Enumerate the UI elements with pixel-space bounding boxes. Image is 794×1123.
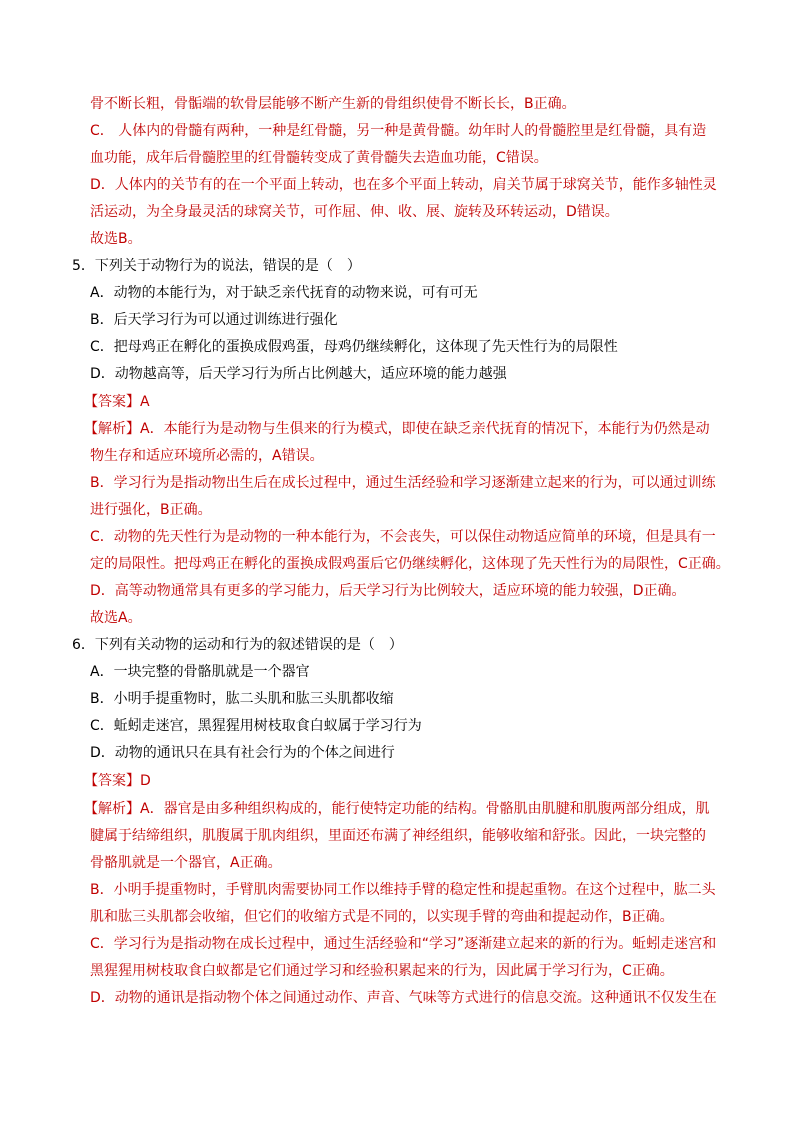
analysis-line: 骨骼肌就是一个器官，A正确。 xyxy=(90,855,282,871)
analysis-line: C．学习行为是指动物在成长过程中，通过生活经验和“学习”逐渐建立起来的新的行为。蚯蚓走迷宫和 xyxy=(90,936,717,952)
prev-analysis-line: 活运动，为全身最灵活的球窝关节，可作屈、伸、收、展、旋转及环转运动，D错误。 xyxy=(90,204,619,220)
question-stem: 5．下列关于动物行为的说法，错误的是（ ） xyxy=(72,258,361,274)
analysis-line: D．动物的通讯是指动物个体之间通过动作、声音、气味等方式进行的信息交流。这种通讯不仅发生在 xyxy=(90,990,717,1006)
analysis-line: 物生存和适应环境所必需的，A错误。 xyxy=(90,448,324,464)
answer: 【答案】A xyxy=(84,394,150,410)
analysis-line: B．小明手提重物时，手臂肌肉需要协同工作以维持手臂的稳定性和提起重物。在这个过程中，肱二头 xyxy=(90,882,716,898)
analysis-line: 【解析】A．本能行为是动物与生俱来的行为模式，即使在缺乏亲代抚育的情况下，本能行为仍然是动 xyxy=(84,421,710,437)
option-a: A．动物的本能行为，对于缺乏亲代抚育的动物来说，可有可无 xyxy=(90,285,478,301)
option-c: C．蚯蚓走迷宫，黑猩猩用树枝取食白蚁属于学习行为 xyxy=(90,718,422,734)
analysis-line: C．动物的先天性行为是动物的一种本能行为，不会丧失，可以保住动物适应简单的环境，但是具有一 xyxy=(90,529,716,545)
analysis-line: 黑猩猩用树枝取食白蚁都是它们通过学习和经验积累起来的行为，因此属于学习行为，C正确。 xyxy=(90,963,674,979)
prev-analysis-line: D．人体内的关节有的在一个平面上转动，也在多个平面上转动，肩关节属于球窝关节，能作多轴性灵 xyxy=(90,177,717,193)
analysis-line: 定的局限性。把母鸡正在孵化的蛋换成假鸡蛋后它仍继续孵化，这体现了先天性行为的局限性，C正确。 xyxy=(90,556,730,572)
prev-conclusion: 故选B。 xyxy=(90,231,142,247)
option-c: C．把母鸡正在孵化的蛋换成假鸡蛋，母鸡仍继续孵化，这体现了先天性行为的局限性 xyxy=(90,339,618,355)
analysis-line: 【解析】A．器官是由多种组织构成的，能行使特定功能的结构。骨骼肌由肌腱和肌腹两部分组成，肌 xyxy=(84,801,710,817)
conclusion: 故选A。 xyxy=(90,610,142,626)
answer: 【答案】D xyxy=(84,773,151,789)
option-d: D．动物的通讯只在具有社会行为的个体之间进行 xyxy=(90,745,395,761)
option-a: A．一块完整的骨骼肌就是一个器官 xyxy=(90,664,310,680)
prev-analysis-line: 骨不断长粗，骨骺端的软骨层能够不断产生新的骨组织使骨不断长长，B正确。 xyxy=(90,96,576,112)
analysis-line: 进行强化，B正确。 xyxy=(90,502,212,518)
option-b: B．后天学习行为可以通过训练进行强化 xyxy=(90,312,338,328)
analysis-line: 肌和肱三头肌都会收缩，但它们的收缩方式是不同的，以实现手臂的弯曲和提起动作，B正确。 xyxy=(90,909,674,925)
option-d: D．动物越高等，后天学习行为所占比例越大，适应环境的能力越强 xyxy=(90,366,507,382)
analysis-line: D．高等动物通常具有更多的学习能力，后天学习行为比例较大，适应环境的能力较强，D正确。 xyxy=(90,583,686,599)
analysis-line: 腱属于结缔组织，肌腹属于肌肉组织，里面还布满了神经组织，能够收缩和舒张。因此，一块完整的 xyxy=(90,828,706,844)
question-stem: 6．下列有关动物的运动和行为的叙述错误的是（ ） xyxy=(72,637,403,653)
prev-analysis-line: 血功能，成年后骨髓腔里的红骨髓转变成了黄骨髓失去造血功能，C错误。 xyxy=(90,150,548,166)
analysis-line: B．学习行为是指动物出生后在成长过程中，通过生活经验和学习逐渐建立起来的行为，可以通过训练 xyxy=(90,475,716,491)
prev-analysis-line: C． 人体内的骨髓有两种，一种是红骨髓，另一种是黄骨髓。幼年时人的骨髓腔里是红骨髓，具有造 xyxy=(90,123,707,139)
option-b: B．小明手提重物时，肱二头肌和肱三头肌都收缩 xyxy=(90,691,394,707)
